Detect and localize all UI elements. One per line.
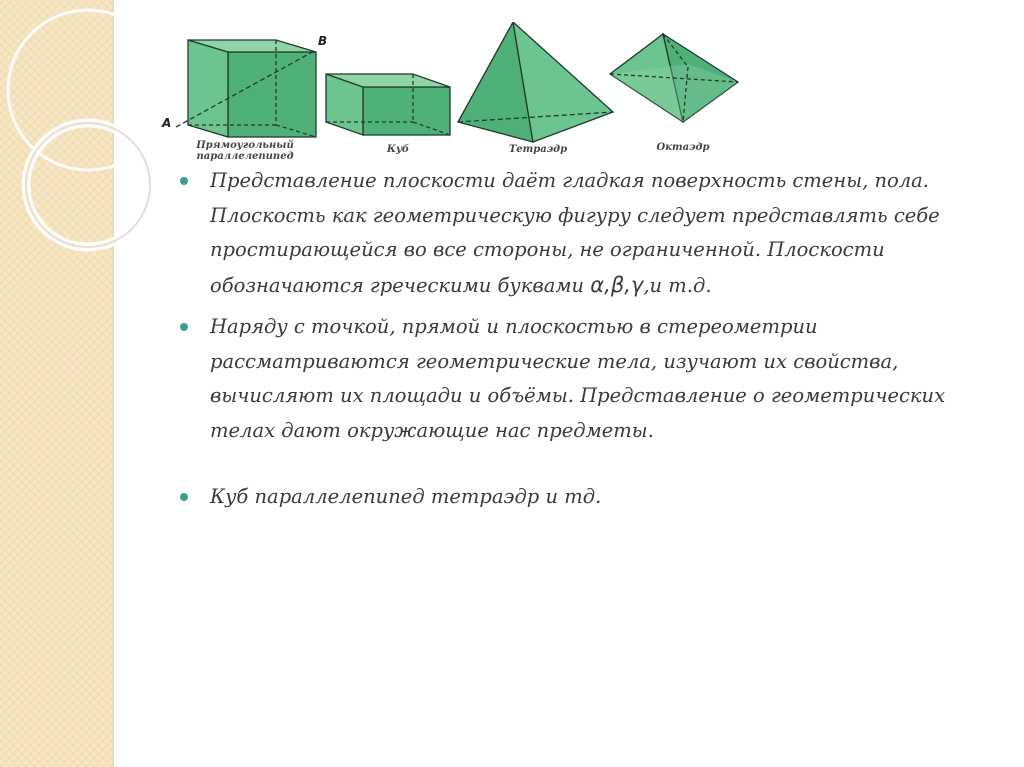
parallelepiped-figure: [176, 40, 316, 137]
bullet-item-plane: [178, 164, 968, 303]
bullet-examples-text: Куб параллелепипед тетраэдр и тд.: [210, 485, 602, 508]
parallelepiped-caption: Прямоугольный параллелепипед: [196, 140, 294, 162]
octahedron-figure: [610, 34, 738, 122]
bullet-plane-text-end: ,и т.д.: [643, 273, 712, 297]
bullet-item-solids: [178, 310, 968, 448]
bullet-item-examples: [178, 480, 968, 515]
greek-letters: α,β,γ: [590, 272, 644, 297]
tetrahedron-figure: [458, 22, 613, 142]
geometric-figures-illustration: [158, 22, 748, 166]
cube-caption: Куб: [386, 144, 410, 155]
vertex-a-label: A: [162, 116, 172, 130]
content-bullet-list: [178, 164, 968, 522]
octahedron-caption: Октаэдр: [656, 142, 710, 153]
bullet-dot-icon: [180, 177, 188, 185]
bullet-dot-icon: [180, 493, 188, 501]
tetrahedron-caption: Тетраэдр: [508, 144, 568, 155]
cube-figure: [326, 74, 450, 135]
bullet-solids-text: Наряду с точкой, прямой и плоскостью в стереометрии рассматриваются геометрические тела, изучают их свойства, вычисляют их площади и объёмы. Представление о геометрических телах дают окружающие нас предметы.: [210, 315, 946, 442]
vertex-b-label: B: [318, 34, 328, 48]
bullet-dot-icon: [180, 323, 188, 331]
bullet-plane-text: Представление плоскости даёт гладкая поверхность стены, пола. Плоскость как геометрическую фигуру следует представлять себе простирающейся во все стороны, не ограниченной. Плоскости обозначаются греческими буквами: [210, 169, 940, 297]
